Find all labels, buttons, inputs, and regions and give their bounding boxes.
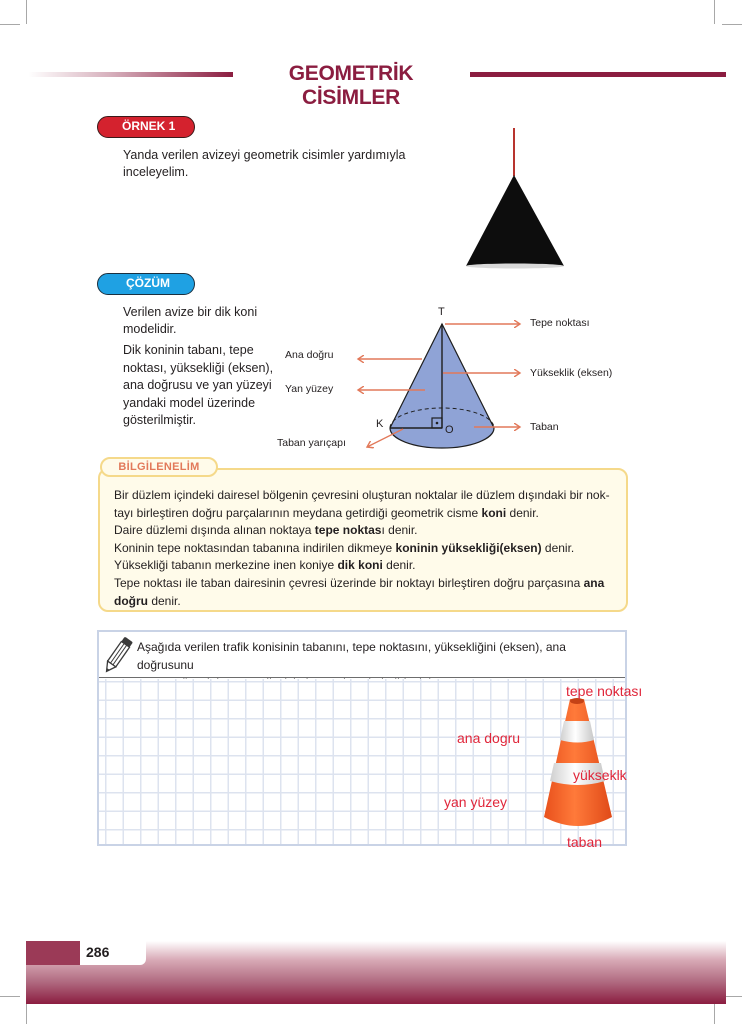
info-term: koni bbox=[481, 505, 507, 520]
header-rule-right bbox=[470, 72, 726, 77]
info-line bbox=[114, 575, 614, 593]
label-base-radius: Taban yarıçapı bbox=[277, 437, 346, 449]
answer-generatrix: ana dogru bbox=[457, 730, 521, 746]
solution-text-line: noktası, yüksekliği (eksen), bbox=[123, 360, 274, 375]
info-line bbox=[114, 540, 614, 558]
answer-apex: tepe noktası bbox=[566, 683, 643, 699]
label-lateral-surface: Yan yüzey bbox=[285, 383, 334, 395]
header-rule-left bbox=[28, 72, 233, 77]
solution-text-line: Dik koninin tabanı, tepe bbox=[123, 343, 254, 357]
info-line-text: ı denir. bbox=[381, 523, 418, 538]
info-tab-label: BİLGİLENELİM bbox=[100, 457, 218, 477]
activity-header bbox=[99, 632, 625, 678]
label-generatrix: Ana doğru bbox=[285, 349, 334, 361]
crop-mark bbox=[0, 996, 20, 997]
page-number: 286 bbox=[86, 944, 110, 960]
info-term: koninin yüksekliği(eksen) bbox=[395, 540, 542, 555]
page-title: GEOMETRİK CİSİMLER bbox=[288, 62, 414, 109]
crop-mark bbox=[714, 0, 715, 24]
info-text bbox=[114, 487, 614, 610]
info-term: tepe noktas bbox=[314, 523, 382, 538]
traffic-cone-image bbox=[540, 695, 616, 830]
answer-height: yükseklk bbox=[573, 767, 627, 783]
info-line-text: tayı birleştiren doğru parçalarının meydana getirdiği geometrik cisme bbox=[114, 505, 482, 520]
answer-base: taban bbox=[567, 834, 603, 850]
info-line-text: Koninin tepe noktasından tabanına indirilen dikmeye bbox=[114, 540, 396, 555]
activity-text-line: Aşağıda verilen trafik konisinin tabanını, tepe noktasını, yüksekliğini (eksen), ana doğrusunu bbox=[137, 640, 566, 672]
solution-para2 bbox=[123, 342, 293, 430]
point-k-label: K bbox=[376, 418, 384, 430]
solution-text-line: ana doğrusu ve yan yüzeyi bbox=[123, 378, 272, 392]
info-line-text: Yüksekliği tabanın merkezine inen koniye bbox=[114, 558, 338, 573]
pencil-icon bbox=[102, 634, 134, 676]
info-line bbox=[114, 593, 614, 611]
crop-mark bbox=[0, 24, 20, 25]
label-height: Yükseklik (eksen) bbox=[530, 367, 613, 379]
info-line bbox=[114, 487, 614, 505]
info-line-text: denir. bbox=[148, 593, 181, 608]
cone-diagram bbox=[270, 300, 620, 460]
solution-text-line: yandaki model üzerinde bbox=[123, 395, 256, 410]
example-text bbox=[123, 147, 423, 181]
example-text-line: Yanda verilen avizeyi geometrik cisimler yardımıyla bbox=[123, 148, 406, 162]
example-text-line: inceleyelim. bbox=[123, 165, 189, 179]
label-apex: Tepe noktası bbox=[530, 317, 590, 329]
info-line-text: Tepe noktası ile taban dairesinin çevresi üzerinde bir noktayı birleştiren doğru parçasına bbox=[114, 575, 584, 590]
label-base: Taban bbox=[530, 421, 559, 433]
solution-text-line: gösterilmiştir. bbox=[123, 413, 196, 427]
info-line-text: denir. bbox=[382, 558, 416, 573]
solution-text-line: modelidir. bbox=[123, 322, 177, 336]
info-line bbox=[114, 522, 614, 540]
pendant-lamp-image bbox=[462, 128, 570, 273]
answer-lateral-surface: yan yüzey bbox=[444, 794, 508, 810]
info-line bbox=[114, 557, 614, 575]
solution-para1 bbox=[123, 304, 283, 338]
info-term: doğru bbox=[114, 593, 148, 608]
page-number-marker bbox=[26, 941, 80, 965]
info-line-text: denir. bbox=[541, 540, 575, 555]
crop-mark bbox=[722, 24, 742, 25]
info-line-text: Bir düzlem içindeki dairesel bölgenin çevresini oluşturan noktalar ile düzlem dışındaki bir nok- bbox=[114, 488, 610, 502]
crop-mark bbox=[714, 1004, 715, 1024]
crop-mark bbox=[26, 0, 27, 24]
crop-mark bbox=[26, 1004, 27, 1024]
solution-badge: ÇÖZÜM bbox=[97, 273, 195, 295]
point-t-label: T bbox=[438, 306, 445, 318]
info-line bbox=[114, 505, 614, 523]
solution-text-line: Verilen avize bir dik koni bbox=[123, 305, 258, 319]
info-line-text: denir. bbox=[506, 505, 539, 520]
info-term: dik koni bbox=[337, 558, 383, 573]
point-o-label: O bbox=[445, 424, 454, 436]
example-badge: ÖRNEK 1 bbox=[97, 116, 195, 138]
info-line-text: Daire düzlemi dışında alınan noktaya bbox=[114, 523, 315, 538]
info-term: ana bbox=[583, 575, 605, 590]
